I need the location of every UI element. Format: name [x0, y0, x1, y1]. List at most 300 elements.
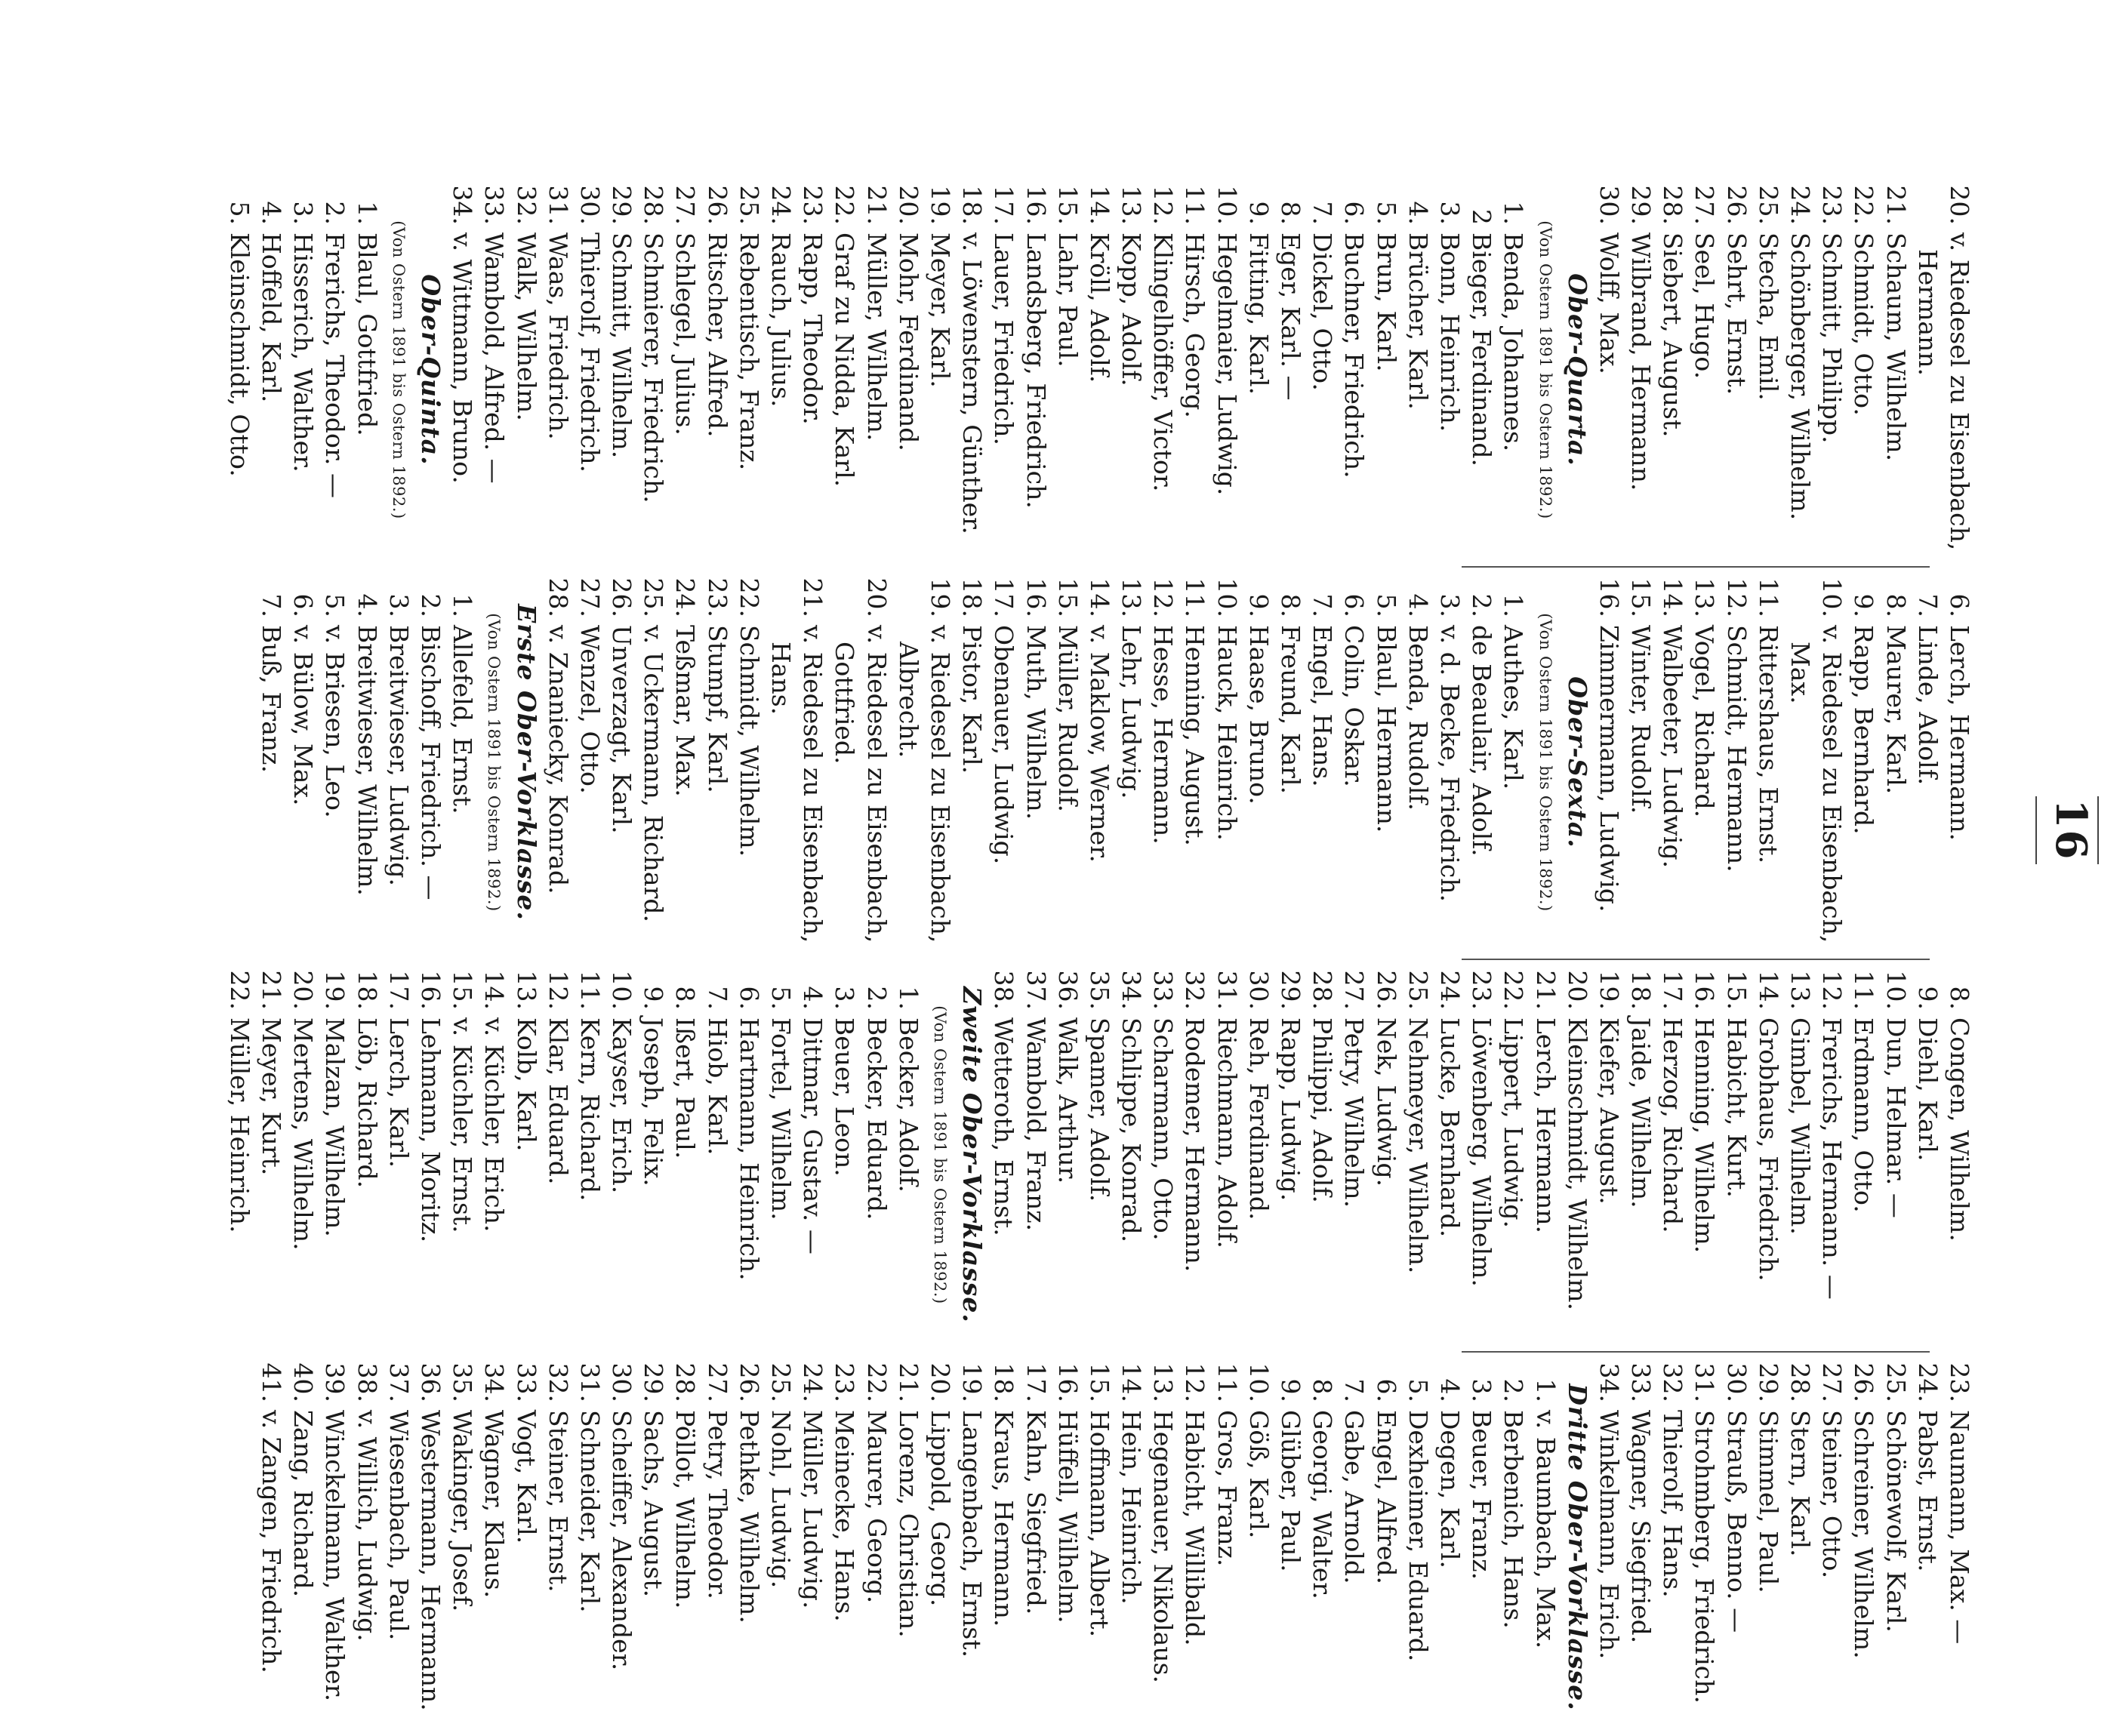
- student-name: Strohmberg, Friedrich.: [1690, 1410, 1720, 1704]
- student-name: Linde, Adolf.: [1912, 625, 1943, 786]
- list-item: [1497, 966, 1529, 1344]
- list-item: [1083, 966, 1115, 1344]
- list-item: [1434, 181, 1465, 559]
- list-item: [1879, 181, 1911, 559]
- list-item: [1083, 181, 1115, 559]
- list-item: [1497, 574, 1529, 951]
- list-item-number: 13.: [511, 970, 541, 1010]
- list-item: [701, 574, 733, 951]
- student-name: Westermann, Hermann.: [416, 1410, 445, 1711]
- student-name: Thierolf, Hans.: [1658, 1410, 1688, 1598]
- list-item-number: 30.: [1594, 185, 1624, 225]
- list-item-number: 3.: [830, 986, 860, 1010]
- list-item-number: 2.: [1467, 593, 1497, 617]
- student-name: Breitwieser, Wilhelm.: [352, 625, 382, 896]
- list-item-number: 5.: [320, 593, 350, 617]
- list-item-continuation: Albrecht.: [893, 642, 923, 759]
- student-name: Naumann, Max. —: [1945, 1410, 1974, 1645]
- student-name: Becker, Eduard.: [861, 1017, 892, 1220]
- class-period-note: (Von Ostern 1891 bis Ostern 1892.): [931, 1005, 949, 1304]
- list-item-number: 14.: [1753, 970, 1783, 1010]
- list-item: [637, 181, 669, 559]
- list-item: [1402, 966, 1434, 1344]
- list-item: [1465, 966, 1497, 1344]
- list-item: [1052, 574, 1083, 951]
- list-item: [542, 966, 574, 1344]
- list-item: [1656, 574, 1688, 951]
- list-item-number: 33.: [511, 1362, 541, 1402]
- list-item: [1721, 966, 1752, 1344]
- list-item: [1147, 181, 1179, 559]
- student-name: Schmidt, Otto.: [1849, 232, 1879, 416]
- list-item-number: 17.: [1658, 970, 1688, 1010]
- list-item: [796, 181, 828, 559]
- list-item: [1465, 181, 1497, 559]
- list-item-number: 11.: [1849, 970, 1879, 1010]
- list-item: [255, 181, 287, 559]
- list-item-number: 2.: [416, 593, 445, 617]
- list-item-number: 21.: [1530, 970, 1561, 1010]
- class-period-note: (Von Ostern 1891 bis Ostern 1892.): [1536, 220, 1554, 519]
- student-name: v. Riedesel zu Eisenbach,: [798, 625, 828, 943]
- list-item-number: 33.: [479, 185, 510, 225]
- student-name: Maurer, Karl.: [1881, 625, 1911, 795]
- student-name: Congen, Wilhelm.: [1945, 1017, 1974, 1242]
- student-name: Eger, Karl. —: [1276, 232, 1306, 401]
- list-item: [446, 574, 478, 951]
- list-item-number: 14.: [1084, 185, 1114, 225]
- list-item-number: 32.: [543, 1362, 573, 1402]
- list-item: [1625, 181, 1656, 559]
- list-item: [1019, 574, 1051, 951]
- student-name: Frerichs, Hermann. —: [1817, 1017, 1847, 1300]
- list-item: [383, 966, 414, 1344]
- student-name: Graf zu Nidda, Karl.: [830, 232, 860, 488]
- student-name: Schlegel, Julius.: [670, 232, 701, 436]
- list-item: [1784, 966, 1816, 1344]
- list-item: [1721, 1359, 1752, 1736]
- student-name: Nek, Ludwig.: [1371, 1017, 1401, 1187]
- list-item-number: 16.: [1021, 577, 1051, 617]
- list-item: [828, 1359, 860, 1736]
- student-name: Müller, Heinrich.: [224, 1017, 254, 1233]
- student-name: Schmierer, Friedrich.: [639, 232, 669, 503]
- list-item-number: 26.: [702, 185, 732, 225]
- list-item-number: 8.: [1945, 986, 1974, 1010]
- list-item: [1625, 1359, 1656, 1736]
- list-item-number: 14.: [1084, 577, 1114, 617]
- list-item-number: 11.: [1180, 577, 1210, 617]
- list-item-number: 23.: [702, 577, 732, 617]
- list-item: [892, 966, 924, 1344]
- student-name: Vogt, Karl.: [511, 1410, 541, 1544]
- list-item: [1019, 181, 1051, 559]
- list-item-number: 34.: [1117, 970, 1147, 1010]
- student-name: v. d. Becke, Friedrich.: [1435, 625, 1465, 903]
- list-item-number: 19.: [320, 970, 350, 1010]
- list-item-number: 33.: [1626, 1362, 1656, 1402]
- list-item-number: 5.: [766, 986, 796, 1010]
- list-item-number: 24.: [670, 577, 701, 617]
- class-heading: Ober-Quinta.: [416, 274, 445, 466]
- list-item-number: 20.: [926, 1362, 955, 1402]
- list-item: [733, 1359, 765, 1736]
- list-item-number: 8.: [1276, 201, 1306, 225]
- list-item: [383, 574, 414, 951]
- list-item: [1879, 966, 1911, 1344]
- list-item: [1688, 181, 1720, 559]
- list-item-number: 20.: [1945, 185, 1974, 225]
- list-item: [605, 1359, 637, 1736]
- list-item-number: 14.: [1117, 1362, 1147, 1402]
- list-item: [319, 1359, 350, 1736]
- list-item-number: 7.: [257, 593, 287, 617]
- list-item-number: 11.: [575, 970, 605, 1010]
- list-item-number: 39.: [320, 1362, 350, 1402]
- student-name: Lahr, Paul.: [1052, 232, 1083, 368]
- student-name: v. Maklow, Werner.: [1084, 625, 1114, 863]
- student-name: Hüffell, Wilhelm.: [1052, 1410, 1083, 1624]
- student-name: Authes, Karl.: [1499, 625, 1529, 790]
- list-item-number: 8.: [670, 986, 701, 1010]
- list-item-continuation: Gottfried.: [830, 642, 860, 765]
- list-item-number: 13.: [1117, 185, 1147, 225]
- student-name: Löb, Richard.: [352, 1017, 382, 1189]
- list-item: [1879, 574, 1911, 951]
- student-name: Walk, Wilhelm.: [511, 232, 541, 421]
- list-item-number: 17.: [989, 577, 1019, 617]
- class-heading: Dritte Ober-Vorklasse.: [1562, 1384, 1592, 1711]
- list-item: [860, 181, 892, 559]
- student-name: Benda, Rudolf.: [1403, 625, 1433, 811]
- student-name: v. Riedesel zu Eisenbach,: [861, 625, 892, 943]
- student-name: Rebentisch, Franz.: [734, 232, 764, 471]
- list-item: [255, 966, 287, 1344]
- list-item-number: 11.: [1753, 577, 1783, 617]
- list-item: [1338, 966, 1370, 1344]
- student-name: Lippert, Ludwig.: [1499, 1017, 1529, 1228]
- list-item: [637, 1359, 669, 1736]
- student-name: Joseph, Felix.: [639, 1017, 669, 1187]
- list-item: [1752, 1359, 1784, 1736]
- list-item: [1083, 1359, 1115, 1736]
- list-item-number: 18.: [352, 970, 382, 1010]
- list-item-number: 30.: [607, 1362, 637, 1402]
- list-item-number: 24.: [766, 185, 796, 225]
- list-item-number: 10.: [1212, 185, 1242, 225]
- student-name: Bonn, Heinrich.: [1435, 232, 1465, 432]
- list-item: [1721, 181, 1752, 559]
- list-item-number: 25.: [1403, 970, 1433, 1010]
- list-item: [255, 1359, 287, 1736]
- class-heading: Zweite Ober-Vorklasse.: [957, 987, 988, 1323]
- list-item-number: 18.: [957, 577, 988, 617]
- list-item: [1243, 181, 1274, 559]
- list-item: [1147, 574, 1179, 951]
- student-name: Meinecke, Hans.: [830, 1410, 860, 1622]
- student-name: Frerichs, Theodor. —: [320, 232, 350, 498]
- list-item: [669, 1359, 701, 1736]
- list-item: [828, 966, 860, 1344]
- list-item-number: 3.: [288, 201, 319, 225]
- student-name: Stimmel, Paul.: [1753, 1410, 1783, 1593]
- list-item: [350, 181, 382, 559]
- list-item-number: 16.: [1052, 1362, 1083, 1402]
- student-name: Lauer, Friedrich.: [989, 232, 1019, 445]
- student-name: Grobhaus, Friedrich.: [1753, 1017, 1783, 1282]
- student-name: Scharmann, Otto.: [1148, 1017, 1179, 1241]
- list-item-number: 26.: [1721, 185, 1752, 225]
- student-name: v. Uckermann, Richard.: [639, 625, 669, 922]
- list-item: [287, 966, 319, 1344]
- student-name: Beuer, Franz.: [1467, 1410, 1497, 1581]
- student-name: Schmidt, Wilhelm.: [734, 625, 764, 857]
- student-name: v. Briesen, Leo.: [320, 625, 350, 818]
- list-item-number: 16.: [1594, 577, 1624, 617]
- student-name: Hegelmaier, Ludwig.: [1212, 232, 1242, 496]
- list-item-number: 36.: [416, 1362, 445, 1402]
- list-item-continuation: Hermann.: [1912, 249, 1943, 377]
- list-item-number: 21.: [893, 1362, 923, 1402]
- list-item: [988, 181, 1019, 559]
- list-item: [1688, 574, 1720, 951]
- list-item: [1115, 1359, 1147, 1736]
- list-item: [1211, 966, 1243, 1344]
- student-name: Habicht, Willibald.: [1180, 1410, 1210, 1646]
- student-name: Habicht, Kurt.: [1721, 1017, 1752, 1198]
- student-name: Obenauer, Ludwig.: [989, 625, 1019, 865]
- student-name: Rapp, Bernhard.: [1849, 625, 1879, 835]
- student-name: Herzog, Richard.: [1658, 1017, 1688, 1233]
- student-name: Petry, Wilhelm.: [1339, 1017, 1370, 1208]
- list-item: [1052, 181, 1083, 559]
- student-name: Winkelmann, Erich.: [1594, 1410, 1624, 1660]
- list-item: [1847, 1359, 1879, 1736]
- student-name: Walbeeter, Ludwig.: [1658, 625, 1688, 869]
- student-name: Nehmeyer, Wilhelm.: [1403, 1017, 1433, 1274]
- list-item-number: 15.: [1721, 970, 1752, 1010]
- list-item: [1402, 181, 1434, 559]
- list-item: [1179, 181, 1210, 559]
- list-item-number: 3.: [1435, 593, 1465, 617]
- list-item-number: 37.: [384, 1362, 414, 1402]
- student-name: Lehmann, Moritz.: [416, 1017, 445, 1243]
- list-item-number: 32.: [511, 185, 541, 225]
- list-item: [1816, 574, 1847, 951]
- list-item: [1211, 574, 1243, 951]
- list-item-number: 12.: [1721, 577, 1752, 617]
- student-name: Blaul, Gottfried.: [352, 232, 382, 436]
- list-item-number: 16.: [1021, 185, 1051, 225]
- student-name: v. Wittmann, Bruno.: [448, 232, 478, 484]
- student-name: Wambold, Franz.: [1021, 1017, 1051, 1232]
- list-item: [828, 181, 860, 559]
- column-divider: [1462, 566, 1930, 568]
- student-name: Dexheimer, Eduard.: [1403, 1410, 1433, 1662]
- list-item: [637, 966, 669, 1344]
- student-name: Reh, Ferdinand.: [1243, 1017, 1274, 1220]
- list-item-number: 27.: [702, 1362, 732, 1402]
- student-name: Mertens, Wilhelm.: [288, 1017, 319, 1251]
- student-name: Sachs, August.: [639, 1410, 669, 1598]
- list-item: [1943, 1359, 1975, 1736]
- list-item-continuation: Hans.: [766, 642, 796, 716]
- list-item-number: 27.: [1817, 1362, 1847, 1402]
- class-heading: Ober-Quarta.: [1562, 273, 1592, 466]
- list-item-number: 23.: [798, 185, 828, 225]
- student-name: Lerch, Karl.: [384, 1017, 414, 1168]
- list-item: [319, 181, 350, 559]
- student-name: Löwenberg, Wilhelm.: [1467, 1017, 1497, 1287]
- student-name: Landsberg, Friedrich.: [1021, 232, 1051, 509]
- list-item: [733, 574, 765, 951]
- list-item-number: 1.: [1499, 201, 1529, 225]
- list-item: [605, 966, 637, 1344]
- student-name: Gros, Franz.: [1212, 1410, 1242, 1567]
- list-item-number: 22.: [1849, 185, 1879, 225]
- list-item: [1912, 574, 1943, 951]
- student-name: Beuer, Leon.: [830, 1017, 860, 1177]
- list-item-number: 29.: [1626, 185, 1656, 225]
- list-item: [1019, 1359, 1051, 1736]
- student-name: Henning, August.: [1180, 625, 1210, 846]
- list-item-number: 13.: [1117, 577, 1147, 617]
- list-item-number: 6.: [1945, 593, 1974, 617]
- list-item-number: 17.: [1021, 1362, 1051, 1402]
- student-name: Rittershaus, Ernst.: [1753, 625, 1783, 864]
- list-item: [1434, 1359, 1465, 1736]
- list-item: [1784, 1359, 1816, 1736]
- student-name: Winckelmann, Walther.: [320, 1410, 350, 1702]
- list-item: [350, 966, 382, 1344]
- list-item: [956, 181, 988, 559]
- list-item-continuation: Max.: [1786, 642, 1816, 704]
- list-item: [1243, 966, 1274, 1344]
- list-item: [1561, 966, 1593, 1344]
- list-item: [1052, 1359, 1083, 1736]
- list-item-number: 1.: [1499, 593, 1529, 617]
- student-name: Hegenauer, Nikolaus.: [1148, 1410, 1179, 1684]
- list-item: [510, 966, 541, 1344]
- list-item-number: 3.: [1467, 1378, 1497, 1402]
- student-name: Stumpf, Karl.: [702, 625, 732, 793]
- list-item: [350, 574, 382, 951]
- list-item-number: 5.: [224, 201, 254, 225]
- student-name: Schlippe, Konrad.: [1117, 1017, 1147, 1243]
- list-item: [701, 1359, 733, 1736]
- student-name: Rapp, Theodor.: [798, 232, 828, 425]
- list-item: [1497, 1359, 1529, 1736]
- list-item-number: 32.: [1180, 970, 1210, 1010]
- student-name: Teßmar, Max.: [670, 625, 701, 797]
- list-item: [860, 1359, 892, 1736]
- list-item: [669, 966, 701, 1344]
- list-item: [1274, 1359, 1306, 1736]
- list-item: [1306, 181, 1338, 559]
- list-item-number: 6.: [734, 986, 764, 1010]
- list-item-number: 29.: [607, 185, 637, 225]
- list-item-number: 12.: [1180, 1362, 1210, 1402]
- list-item: [287, 574, 319, 951]
- list-item-number: 19.: [926, 185, 955, 225]
- list-item-number: 20.: [1562, 970, 1592, 1010]
- list-item: [383, 1359, 414, 1736]
- list-item-number: 21.: [1881, 185, 1911, 225]
- student-name: Mohr, Ferdinand.: [893, 232, 923, 451]
- list-item-number: 35.: [1084, 970, 1114, 1010]
- student-name: Spamer, Adolf.: [1084, 1017, 1114, 1202]
- student-name: Georgi, Walter.: [1308, 1410, 1338, 1599]
- list-item: [287, 181, 319, 559]
- student-name: Wetteroth, Ernst.: [989, 1017, 1019, 1236]
- student-name: Engel, Alfred.: [1371, 1410, 1401, 1585]
- student-name: Siebert, August.: [1658, 232, 1688, 438]
- student-name: Ritscher, Alfred.: [702, 232, 732, 438]
- list-item-number: 2: [1467, 209, 1497, 225]
- list-item: [1211, 1359, 1243, 1736]
- list-item: [1625, 966, 1656, 1344]
- list-item-number: 9.: [1849, 593, 1879, 617]
- list-item-number: 1.: [893, 986, 923, 1010]
- student-name: Buchner, Friedrich.: [1339, 232, 1370, 479]
- list-item-number: 32.: [1658, 1362, 1688, 1402]
- student-name: Fortel, Wilhelm.: [766, 1017, 796, 1220]
- student-name: v. Znaniecky, Konrad.: [543, 625, 573, 894]
- list-item: [255, 574, 287, 951]
- list-item: [1338, 1359, 1370, 1736]
- list-item-number: 5.: [1371, 201, 1401, 225]
- student-name: Wilbrand, Hermann.: [1626, 232, 1656, 491]
- list-item: [605, 574, 637, 951]
- list-item: [1688, 1359, 1720, 1736]
- list-item-number: 10.: [1817, 577, 1847, 617]
- student-name: Waas, Friedrich.: [543, 232, 573, 440]
- student-name: Maurer, Georg.: [861, 1410, 892, 1604]
- list-item-number: 12.: [1148, 185, 1179, 225]
- list-item: [1879, 1359, 1911, 1736]
- list-item-number: 9.: [639, 986, 669, 1010]
- list-item: [1115, 181, 1147, 559]
- student-name: Henning, Wilhelm.: [1690, 1017, 1720, 1254]
- list-item: [1656, 966, 1688, 1344]
- list-item: [1338, 181, 1370, 559]
- list-item-number: 28.: [543, 577, 573, 617]
- student-name: Philippi, Adolf.: [1308, 1017, 1338, 1203]
- list-item: [924, 1359, 956, 1736]
- list-item-number: 23.: [1945, 1362, 1974, 1402]
- list-item: [892, 1359, 924, 1736]
- student-name: Rauch, Julius.: [766, 232, 796, 408]
- student-name: Wakinger, Josef.: [448, 1410, 478, 1612]
- list-item: [319, 966, 350, 1344]
- student-name: Schneider, Karl.: [575, 1410, 605, 1613]
- student-name: Schmidt, Hermann.: [1721, 625, 1752, 873]
- list-item: [1370, 966, 1401, 1344]
- list-item: [1211, 181, 1243, 559]
- student-name: Glüber, Paul.: [1276, 1410, 1306, 1572]
- list-item-number: 10.: [1243, 1362, 1274, 1402]
- class-period-note: (Von Ostern 1891 bis Ostern 1892.): [1536, 613, 1554, 912]
- list-item: [1274, 181, 1306, 559]
- list-item-number: 21.: [861, 185, 892, 225]
- student-name: Berbenich, Hans.: [1499, 1410, 1529, 1629]
- list-item-number: 6.: [1339, 201, 1370, 225]
- list-item-number: 9.: [1243, 201, 1274, 225]
- student-name: Schmitt, Wilhelm.: [607, 232, 637, 459]
- list-item: [860, 966, 892, 1344]
- list-item-number: 15.: [1052, 577, 1083, 617]
- student-name: Riechmann, Adolf.: [1212, 1017, 1242, 1249]
